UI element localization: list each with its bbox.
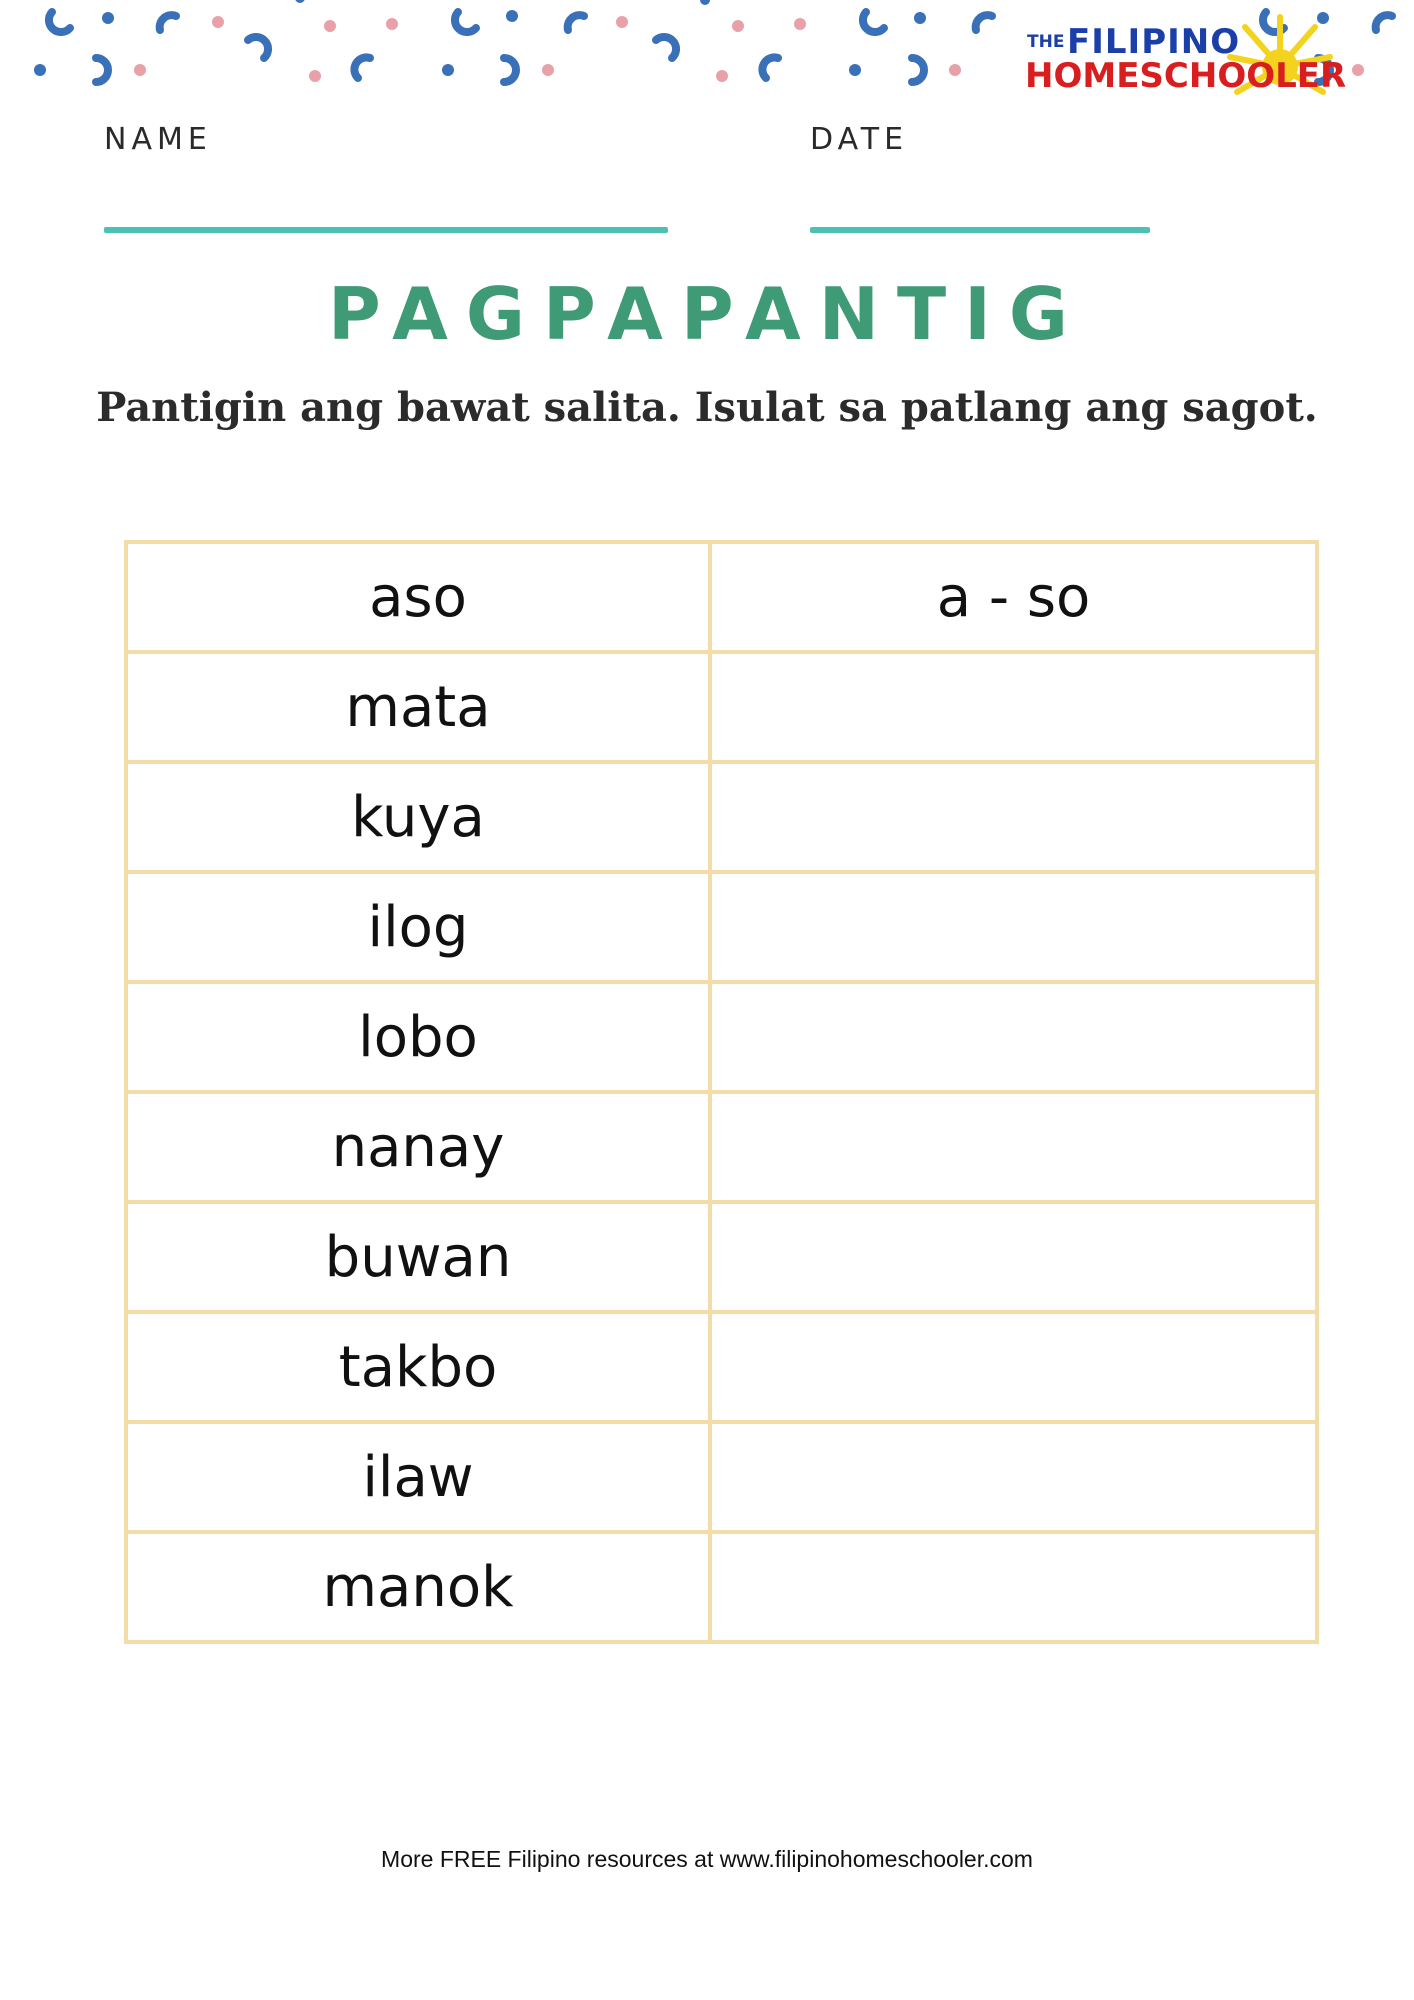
word-cell: aso bbox=[126, 542, 710, 652]
logo-homeschooler-text: HOMESCHOOLER bbox=[1025, 56, 1347, 96]
syllable-table bbox=[124, 540, 1319, 1644]
instructions: Pantigin ang bawat salita. Isulat sa patlang ang sagot. bbox=[96, 384, 1318, 431]
answer-cell[interactable] bbox=[710, 762, 1317, 872]
table-row bbox=[126, 982, 1317, 1092]
answer-cell[interactable] bbox=[710, 1202, 1317, 1312]
answer-cell[interactable] bbox=[710, 1422, 1317, 1532]
filipino-homeschooler-logo bbox=[1025, 18, 1345, 96]
name-line[interactable] bbox=[104, 227, 668, 233]
word-cell: manok bbox=[126, 1532, 710, 1642]
date-label: DATE bbox=[810, 122, 909, 157]
table-row bbox=[126, 872, 1317, 982]
table-row bbox=[126, 652, 1317, 762]
footer-text: More FREE Filipino resources at www.filipinohomeschooler.com bbox=[381, 1846, 1033, 1872]
answer-cell[interactable] bbox=[710, 1532, 1317, 1642]
word-cell: lobo bbox=[126, 982, 710, 1092]
table-row bbox=[126, 542, 1317, 652]
word-cell: takbo bbox=[126, 1312, 710, 1422]
answer-cell[interactable] bbox=[710, 872, 1317, 982]
date-line[interactable] bbox=[810, 227, 1150, 233]
logo-filipino-text: FILIPINO bbox=[1067, 22, 1241, 62]
table-row bbox=[126, 1422, 1317, 1532]
word-cell: ilaw bbox=[126, 1422, 710, 1532]
name-label: NAME bbox=[104, 122, 212, 157]
table-row bbox=[126, 1532, 1317, 1642]
word-cell: nanay bbox=[126, 1092, 710, 1202]
word-cell: kuya bbox=[126, 762, 710, 872]
answer-cell[interactable] bbox=[710, 982, 1317, 1092]
table-row bbox=[126, 1312, 1317, 1422]
answer-cell[interactable] bbox=[710, 1312, 1317, 1422]
page-title: PAGPAPANTIG bbox=[327, 272, 1086, 356]
logo-the-text: THE bbox=[1027, 32, 1065, 52]
word-cell: mata bbox=[126, 652, 710, 762]
word-cell: ilog bbox=[126, 872, 710, 982]
table-row bbox=[126, 1202, 1317, 1312]
table-row bbox=[126, 762, 1317, 872]
word-cell: buwan bbox=[126, 1202, 710, 1312]
answer-cell[interactable] bbox=[710, 652, 1317, 762]
answer-cell[interactable] bbox=[710, 1092, 1317, 1202]
table-row bbox=[126, 1092, 1317, 1202]
answer-cell[interactable]: a - so bbox=[710, 542, 1317, 652]
